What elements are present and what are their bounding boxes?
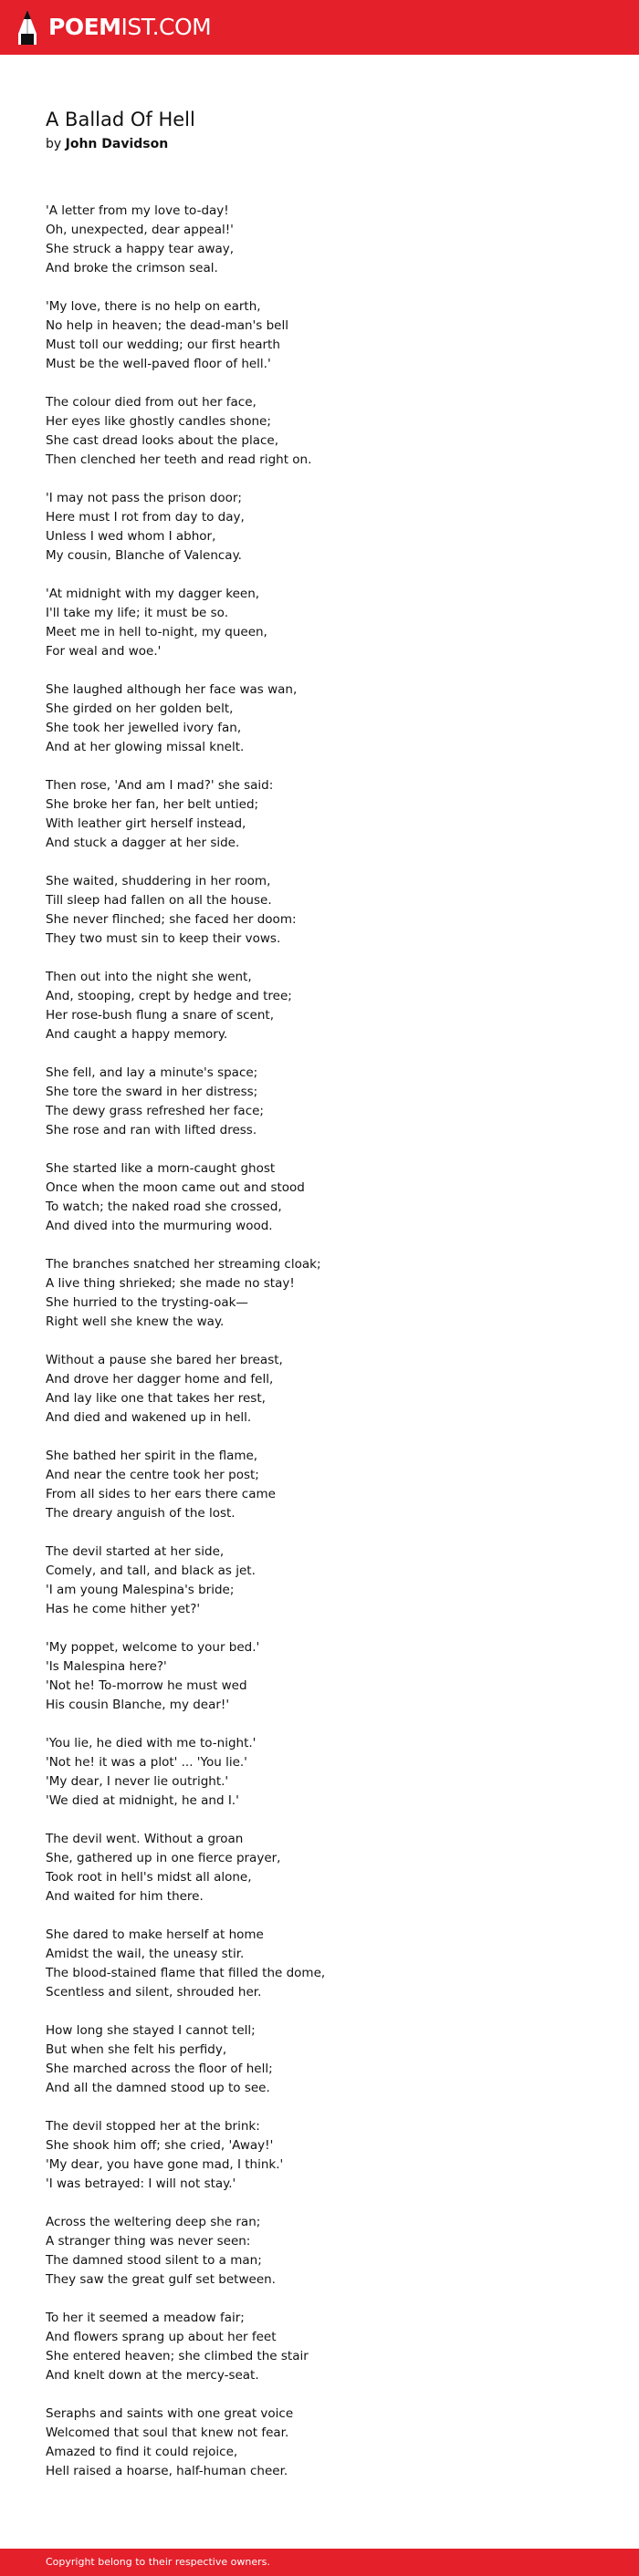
stanza xyxy=(46,872,612,949)
poem-line: Her rose-bush flung a snare of scent, xyxy=(46,1008,274,1023)
poem-line: 'At midnight with my dagger keen, xyxy=(46,587,260,601)
poem-line: But when she felt his perfidy, xyxy=(46,2042,227,2057)
poem-line: Scentless and silent, shrouded her. xyxy=(46,1985,262,2000)
poem-line: And knelt down at the mercy-seat. xyxy=(46,2368,259,2383)
poem-line: Till sleep had fallen on all the house. xyxy=(46,893,272,908)
author-link[interactable]: John Davidson xyxy=(65,137,169,151)
stanza xyxy=(46,489,612,566)
site-logo[interactable] xyxy=(17,10,211,45)
poem-line: She started like a morn-caught ghost xyxy=(46,1161,276,1176)
stanza xyxy=(46,1734,612,1811)
logo-text-rest: IST.COM xyxy=(120,14,212,40)
byline-by-label: by xyxy=(46,137,62,151)
poem-line: Then out into the night she went, xyxy=(46,970,252,984)
poem-line: Unless I wed whom I abhor, xyxy=(46,529,216,544)
poem-line: The colour died from out her face, xyxy=(46,395,257,410)
poem-line: Meet me in hell to-night, my queen, xyxy=(46,625,267,639)
copyright-notice: Copyright belong to their respective owners. xyxy=(46,2556,270,2568)
site-header xyxy=(0,0,639,55)
poem-line: The devil started at her side, xyxy=(46,1544,225,1559)
poem-line: 'My love, there is no help on earth, xyxy=(46,299,261,314)
stanza xyxy=(46,393,612,470)
poem-line: The dewy grass refreshed her face; xyxy=(46,1104,264,1118)
stanza xyxy=(46,2117,612,2194)
poem-line: A stranger thing was never seen: xyxy=(46,2234,251,2249)
poem-line: She tore the sward in her distress; xyxy=(46,1085,258,1099)
stanza xyxy=(46,680,612,757)
poem-byline xyxy=(46,135,168,153)
poem-line: How long she stayed I cannot tell; xyxy=(46,2023,256,2038)
site-footer xyxy=(0,2549,639,2576)
poem-line: 'Is Malespina here?' xyxy=(46,1659,167,1674)
pencil-nib-icon xyxy=(17,10,37,45)
poem-line: Amazed to find it could rejoice, xyxy=(46,2445,238,2459)
poem-line: 'A letter from my love to-day! xyxy=(46,203,229,218)
poem-line: A live thing shrieked; she made no stay! xyxy=(46,1276,295,1291)
poem-line: Welcomed that soul that knew not fear. xyxy=(46,2425,289,2440)
poem-line: And broke the crimson seal. xyxy=(46,261,218,275)
poem-line: Oh, unexpected, dear appeal!' xyxy=(46,223,234,237)
poem-line: She hurried to the trysting-oak— xyxy=(46,1295,248,1310)
poem-line: She shook him off; she cried, 'Away!' xyxy=(46,2138,274,2153)
poem-line: She never flinched; she faced her doom: xyxy=(46,912,297,927)
poem-line: And dived into the murmuring wood. xyxy=(46,1219,273,1233)
poem-line: And at her glowing missal knelt. xyxy=(46,740,245,754)
poem-line: And lay like one that takes her rest, xyxy=(46,1391,266,1406)
poem-line: Comely, and tall, and black as jet. xyxy=(46,1563,256,1578)
stanza xyxy=(46,1447,612,1523)
poem-line: Here must I rot from day to day, xyxy=(46,510,245,525)
poem-line: For weal and woe.' xyxy=(46,644,162,659)
poem-line: 'My poppet, welcome to your bed.' xyxy=(46,1640,260,1655)
poem-line: Across the weltering deep she ran; xyxy=(46,2215,261,2229)
poem-line: 'My dear, you have gone mad, I think.' xyxy=(46,2157,284,2172)
stanza xyxy=(46,1351,612,1428)
poem-line: She bathed her spirit in the flame, xyxy=(46,1449,258,1463)
poem-line: She, gathered up in one fierce prayer, xyxy=(46,1851,281,1865)
poem-line: To her it seemed a meadow fair; xyxy=(46,2311,245,2325)
poem-line: She entered heaven; she climbed the stair xyxy=(46,2349,309,2363)
stanza xyxy=(46,2309,612,2385)
poem-line: Once when the moon came out and stood xyxy=(46,1180,305,1195)
poem-line: She took her jewelled ivory fan, xyxy=(46,721,242,735)
poem-line: Seraphs and saints with one great voice xyxy=(46,2406,294,2421)
poem-line: Must be the well-paved floor of hell.' xyxy=(46,357,271,371)
poem-line: And waited for him there. xyxy=(46,1889,204,1904)
stanza xyxy=(46,776,612,853)
stanza xyxy=(46,202,612,278)
poem-line: And drove her dagger home and fell, xyxy=(46,1372,274,1387)
poem-line: And died and wakened up in hell. xyxy=(46,1410,252,1425)
poem-line: The damned stood silent to a man; xyxy=(46,2253,262,2268)
poem-line: 'My dear, I never lie outright.' xyxy=(46,1774,229,1789)
poem-line: Must toll our wedding; our first hearth xyxy=(46,338,280,352)
poem-line: Right well she knew the way. xyxy=(46,1314,225,1329)
stanza xyxy=(46,1159,612,1236)
poem-line: 'I may not pass the prison door; xyxy=(46,491,242,505)
poem-line: And, stooping, crept by hedge and tree; xyxy=(46,989,292,1003)
stanza xyxy=(46,297,612,374)
poem-line: And all the damned stood up to see. xyxy=(46,2081,270,2095)
poem-line: They two must sin to keep their vows. xyxy=(46,931,281,946)
poem-line: The blood-stained flame that filled the dome, xyxy=(46,1966,326,1980)
poem-line: The devil went. Without a groan xyxy=(46,1832,244,1846)
stanza xyxy=(46,1064,612,1140)
poem-line: My cousin, Blanche of Valencay. xyxy=(46,548,242,563)
poem-line: I'll take my life; it must be so. xyxy=(46,606,228,620)
poem-line: 'I am young Malespina's bride; xyxy=(46,1583,235,1597)
poem-line: Then rose, 'And am I mad?' she said: xyxy=(46,778,274,793)
poem-line: And stuck a dagger at her side. xyxy=(46,836,240,850)
poem-line: To watch; the naked road she crossed, xyxy=(46,1200,282,1214)
stanza xyxy=(46,1830,612,1906)
stanza xyxy=(46,1926,612,2002)
stanza xyxy=(46,968,612,1044)
poem-line: 'You lie, he died with me to-night.' xyxy=(46,1736,257,1750)
poem-line: She rose and ran with lifted dress. xyxy=(46,1123,257,1137)
poem-line: She struck a happy tear away, xyxy=(46,242,235,256)
poem-line: She girded on her golden belt, xyxy=(46,701,234,716)
poem-line: His cousin Blanche, my dear!' xyxy=(46,1698,230,1712)
poem-line: And flowers sprang up about her feet xyxy=(46,2330,277,2344)
poem-line: 'I was betrayed: I will not stay.' xyxy=(46,2176,236,2191)
stanza xyxy=(46,1542,612,1619)
poem-title: A Ballad Of Hell xyxy=(46,109,195,130)
poem-line: Her eyes like ghostly candles shone; xyxy=(46,414,271,429)
poem-line: And near the centre took her post; xyxy=(46,1468,259,1482)
poem-line: Has he come hither yet?' xyxy=(46,1602,201,1616)
poem-line: She cast dread looks about the place, xyxy=(46,433,279,448)
poem-line: She dared to make herself at home xyxy=(46,1927,264,1942)
poem-line: 'Not he! it was a plot' ... 'You lie.' xyxy=(46,1755,247,1770)
poem-line: The dreary anguish of the lost. xyxy=(46,1506,236,1521)
poem-line: She fell, and lay a minute's space; xyxy=(46,1065,258,1080)
stanza xyxy=(46,1638,612,1715)
poem-body xyxy=(46,202,612,2500)
poem-line: She waited, shuddering in her room, xyxy=(46,874,271,888)
poem-line: She marched across the floor of hell; xyxy=(46,2062,273,2076)
logo-text-bold: POEM xyxy=(48,14,121,40)
poem-line: The devil stopped her at the brink: xyxy=(46,2119,260,2134)
stanza xyxy=(46,1255,612,1332)
poem-line: 'Not he! To-morrow he must wed xyxy=(46,1678,247,1693)
poem-line: Amidst the wail, the uneasy stir. xyxy=(46,1947,245,1961)
poem-line: They saw the great gulf set between. xyxy=(46,2272,276,2287)
poem-line: And caught a happy memory. xyxy=(46,1027,228,1042)
poem-line: From all sides to her ears there came xyxy=(46,1487,276,1501)
poem-line: She broke her fan, her belt untied; xyxy=(46,797,259,812)
poem-line: With leather girt herself instead, xyxy=(46,816,246,831)
poem-line: The branches snatched her streaming cloak; xyxy=(46,1257,321,1272)
poem-line: She laughed although her face was wan, xyxy=(46,682,298,697)
stanza xyxy=(46,2021,612,2098)
stanza xyxy=(46,2405,612,2481)
poem-line: Then clenched her teeth and read right on. xyxy=(46,452,312,467)
poem-line: Without a pause she bared her breast, xyxy=(46,1353,283,1367)
poem-line: No help in heaven; the dead-man's bell xyxy=(46,318,288,333)
stanza xyxy=(46,2213,612,2290)
site-logo-text xyxy=(48,10,211,45)
poem-line: Took root in hell's midst all alone, xyxy=(46,1870,252,1885)
stanza xyxy=(46,585,612,661)
poem-line: Hell raised a hoarse, half-human cheer. xyxy=(46,2464,288,2478)
poem-line: 'We died at midnight, he and I.' xyxy=(46,1793,239,1808)
